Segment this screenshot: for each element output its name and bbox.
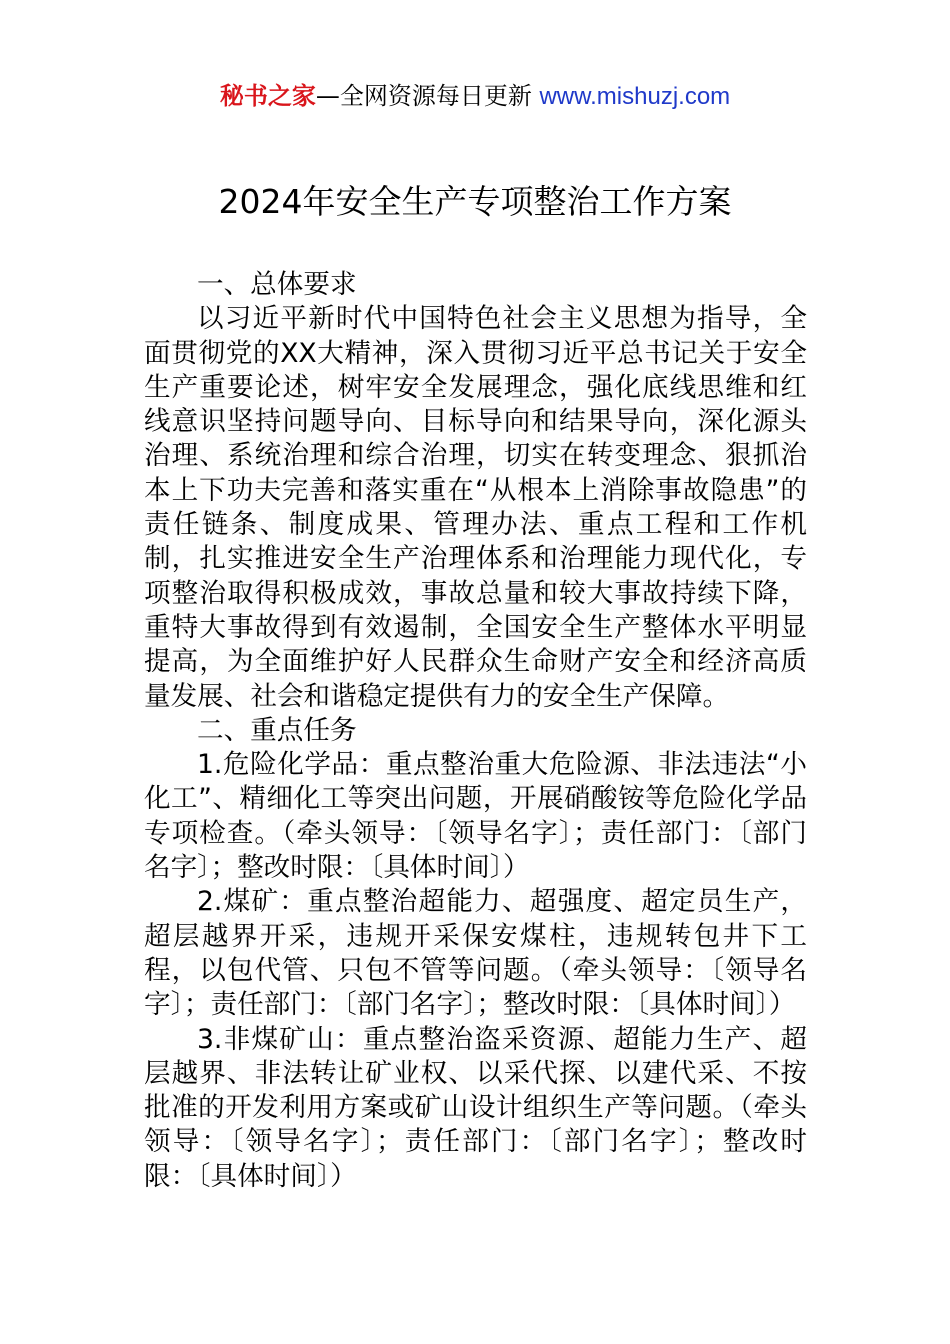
paragraph-task-3: 3.非煤矿山：重点整治盗采资源、超能力生产、超层越界、非法转让矿业权、以采代探、以建代采、不按批准的开发利用方案或矿山设计组织生产等问题。（牵头领导：〔领导名字〕；责任部门：〔部门名字〕；整改时限：〔具体时间〕）	[144, 1023, 807, 1192]
paragraph-task-1: 1.危险化学品：重点整治重大危险源、非法违法“小化工”、精细化工等突出问题，开展硝酸铵等危险化学品专项检查。（牵头领导：〔领导名字〕；责任部门：〔部门名字〕；整改时限：〔具体时间〕）	[144, 749, 807, 884]
document-body	[144, 268, 807, 1194]
paragraph-overall: 以习近平新时代中国特色社会主义思想为指导，全面贯彻党的XX大精神，深入贯彻习近平总书记关于安全生产重要论述，树牢安全发展理念，强化底线思维和红线意识坚持问题导向、目标导向和结果导向，深化源头治理、系统治理和综合治理，切实在转变理念、狠抓治本上下功夫完善和落实重在“从根本上消除事故隐患”的责任链条、制度成果、管理办法、重点工程和工作机制，扎实推进安全生产治理体系和治理能力现代化，专项整治取得积极成效，事故总量和较大事故持续下降，重特大事故得到有效遏制，全国安全生产整体水平明显提高，为全面维护好人民群众生命财产安全和经济高质量发展、社会和谐稳定提供有力的安全生产保障。	[144, 303, 807, 712]
site-brand: 秘书之家	[219, 82, 316, 110]
site-banner	[0, 80, 950, 113]
site-tagline: —全网资源每日更新	[315, 82, 532, 110]
document-title: 2024年安全生产专项整治工作方案	[218, 182, 732, 221]
paragraph-task-2: 2.煤矿：重点整治超能力、超强度、超定员生产，超层越界开采，违规开采保安煤柱，违规转包井下工程，以包代管、只包不管等问题。（牵头领导：〔领导名字〕；责任部门：〔部门名字〕；整改时限：〔具体时间〕）	[144, 886, 807, 1021]
section-heading-tasks: 二、重点任务	[197, 714, 357, 746]
site-url-link[interactable]: www.mishuzj.com	[539, 83, 731, 110]
section-heading-overall: 一、总体要求	[197, 269, 357, 300]
